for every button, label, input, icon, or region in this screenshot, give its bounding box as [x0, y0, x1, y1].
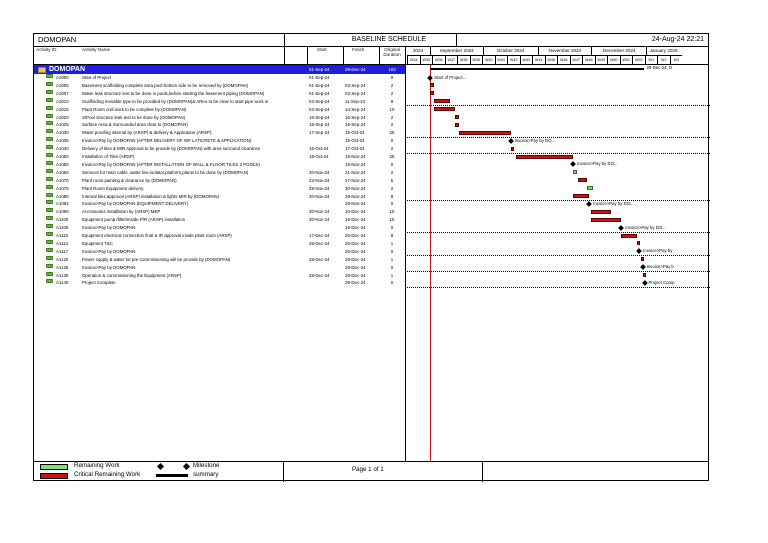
activity-start: 01-Sep-24 — [309, 90, 330, 96]
activity-finish: 16-Dec-24 — [345, 225, 366, 231]
activity-id: A1084 — [56, 201, 69, 207]
activity-id: A1040 — [56, 146, 69, 152]
milestone-marker[interactable] — [427, 75, 433, 81]
report-date: 24-Aug-24 22:21 — [651, 36, 704, 43]
task-icon — [46, 224, 53, 228]
month-header: January 2025 — [646, 47, 680, 55]
activity-row[interactable] — [34, 256, 405, 264]
group-separator — [405, 200, 710, 201]
week-header: W3 — [670, 55, 683, 64]
activity-name: Surface Area & Surrounded area clear to (DOMOPAN) — [82, 122, 188, 128]
activity-finish: 28-Dec-24 — [345, 264, 366, 270]
activity-finish: 27-Nov-24 — [345, 177, 366, 183]
activity-finish: 28-Dec-24 — [345, 256, 366, 262]
activity-row[interactable] — [34, 106, 405, 114]
week-header: W47 — [570, 55, 583, 64]
task-icon — [46, 208, 53, 212]
activity-id: A1060 — [56, 169, 69, 175]
activity-row[interactable] — [34, 264, 405, 272]
activity-id: A1055 — [56, 161, 69, 167]
activity-start: 17-Dec-24 — [309, 233, 330, 238]
activity-finish: 19-Nov-24 — [345, 161, 366, 167]
activity-row[interactable] — [34, 145, 405, 153]
week-header: W46 — [557, 55, 570, 64]
schedule-sheet — [33, 33, 709, 481]
activity-id: A1030 — [56, 130, 69, 136]
task-icon — [46, 114, 53, 118]
week-header: W42 — [507, 55, 520, 64]
activity-name: Plant Room Equipment delivery — [82, 185, 144, 191]
activity-bar[interactable] — [455, 123, 459, 127]
activity-name: Invoice>Pay by DOMOPAN — [82, 248, 136, 254]
activity-id: A1015 — [56, 106, 69, 112]
group-separator — [405, 271, 710, 272]
activity-row[interactable] — [34, 161, 405, 169]
activity-name: Equipment T&C — [82, 240, 113, 246]
project-title: DOMOPAN — [38, 35, 77, 44]
activity-name: Invoice>Pay by DOMOPAN — [82, 264, 136, 270]
month-header: 2024 — [405, 47, 430, 55]
month-header: December 2024 — [591, 47, 646, 55]
week-header: W40 — [482, 55, 495, 64]
wbs-duration: 103 — [388, 67, 396, 72]
activity-finish: 10-Dec-24 — [345, 209, 366, 215]
activity-finish: 21-Nov-24 — [345, 169, 366, 175]
activity-name: Scaffolding movable type to be provided by (DOMOPAN)& AReo to be clear to start pipe work in — [82, 98, 269, 104]
activity-start: 23-Nov-24 — [309, 177, 330, 183]
wbs-end-label: 29-Dec-24, D — [646, 65, 673, 70]
task-icon — [46, 169, 53, 173]
milestone-label: Invoice>Pay by — [643, 248, 673, 254]
activity-start: 01-Sep-24 — [309, 75, 330, 80]
milestone-marker[interactable] — [640, 264, 646, 270]
milestone-label: Invoice>Pay b — [646, 264, 674, 270]
week-header: W48 — [582, 55, 595, 64]
activity-finish: 02-Sep-24 — [345, 90, 366, 96]
activity-name: Project Complete — [82, 280, 116, 286]
activity-name: Installation of Tiles (ARSP) — [82, 154, 135, 159]
activity-name: Water proofing internal by (ARSP) & delivery & Application (ARSP) — [82, 130, 212, 136]
col-sep-2 — [343, 47, 344, 65]
milestone-label: Start of Project... — [434, 74, 467, 80]
activity-duration: 1 — [390, 256, 394, 262]
activity-duration: 2 — [390, 185, 394, 191]
activity-id: A1035 — [56, 138, 69, 144]
activity-duration: 0 — [390, 248, 394, 254]
month-header: October 2024 — [483, 47, 538, 55]
activity-id: A1000 — [56, 75, 69, 80]
milestone-marker[interactable] — [586, 201, 592, 207]
activity-id: A1110 — [56, 233, 69, 238]
activity-row[interactable] — [34, 193, 405, 201]
task-icon — [46, 216, 53, 220]
week-header: W43 — [520, 55, 533, 64]
activity-id: A1117 — [56, 248, 69, 254]
week-header: W39 — [470, 55, 483, 64]
activity-duration: 5 — [390, 177, 394, 183]
activity-row[interactable] — [34, 185, 405, 193]
task-icon — [46, 90, 53, 94]
activity-bar[interactable] — [573, 170, 577, 174]
week-header: W38 — [457, 55, 470, 64]
wbs-name: DOMOPAN — [49, 66, 86, 73]
task-icon — [46, 256, 53, 260]
data-date-line — [430, 65, 431, 461]
activity-bar[interactable] — [434, 107, 455, 111]
folder-icon — [38, 67, 46, 73]
activity-start: 30-Nov-24 — [309, 209, 330, 215]
activity-duration: 28 — [389, 154, 395, 159]
critical-work-label: Critical Remaining Work — [74, 471, 141, 478]
group-separator — [405, 232, 710, 233]
activity-bar[interactable] — [573, 194, 589, 198]
activity-row[interactable] — [34, 121, 405, 129]
activity-name: Plant room painting & clearance by (DOMOPAN) — [82, 177, 177, 183]
task-icon — [46, 129, 53, 133]
milestone-marker[interactable] — [642, 280, 648, 286]
col-sep-3 — [379, 47, 380, 65]
activity-row[interactable] — [34, 200, 405, 208]
milestone-label: Invoice>Pay by DO... — [593, 200, 634, 206]
activity-row[interactable] — [34, 98, 405, 106]
activity-row[interactable] — [34, 137, 405, 145]
task-icon — [46, 272, 53, 276]
activity-name: Plant Room civil work to be complete by (DOMOPAN) — [82, 106, 187, 112]
activity-finish: 28-Nov-24 — [345, 193, 366, 199]
week-header: W1 — [645, 55, 658, 64]
activity-duration: 2 — [390, 169, 394, 175]
activity-duration: 2 — [390, 90, 394, 96]
activity-name: Services for main cable ,water line,isolator,platform,plants to be done by (DOMOPAN) — [82, 169, 249, 175]
milestone-marker[interactable] — [636, 248, 642, 254]
footer-divider-2 — [482, 462, 483, 482]
activity-row[interactable] — [34, 90, 405, 98]
activity-finish: 30-Nov-24 — [345, 185, 366, 191]
schedule-title: BASELINE SCHEDULE — [351, 36, 427, 43]
legend-footer — [34, 461, 708, 481]
week-header: W36 — [432, 55, 445, 64]
week-header: W2 — [657, 55, 670, 64]
activity-name: Basement scaffolding complete area pool bottom side to be removed by (DOMOPAN) — [82, 82, 249, 88]
task-icon — [46, 121, 53, 125]
activity-finish: 16-Sep-24 — [345, 114, 366, 120]
activity-bar[interactable] — [591, 218, 621, 222]
week-header: W50 — [607, 55, 620, 64]
activity-row[interactable] — [34, 240, 405, 248]
col-duration[interactable]: Original Duration — [383, 47, 401, 58]
milestone-icon — [157, 463, 164, 470]
task-icon — [46, 240, 53, 244]
activity-bar[interactable] — [511, 147, 515, 151]
activity-finish: 17-Oct-24 — [345, 146, 365, 152]
activity-finish: 19-Nov-24 — [345, 154, 366, 159]
activity-row[interactable] — [34, 82, 405, 90]
activity-finish: 14-Sep-24 — [345, 106, 366, 112]
activity-row[interactable] — [34, 208, 405, 216]
activity-duration: 15 — [389, 217, 395, 223]
activity-finish: 26-Dec-24 — [345, 248, 366, 254]
activity-name: Start of Project — [82, 75, 112, 80]
activity-start: 15-Sep-24 — [309, 114, 330, 120]
milestone-marker[interactable] — [508, 138, 514, 144]
activity-start: 16-Oct-24 — [309, 146, 329, 152]
wbs-summary[interactable] — [34, 65, 405, 74]
group-separator — [405, 287, 710, 288]
task-icon — [46, 98, 53, 102]
activity-finish: 29-Dec-24 — [345, 280, 366, 286]
activity-name: Invoice>Pay by DOMOPAN (AFTER INSTALLATION OF WALL & FLOOR TILES 2 POOLS) — [82, 161, 260, 167]
task-icon — [46, 177, 53, 181]
activity-name: Accessories installation by (ARSP) MEP — [82, 209, 161, 215]
group-separator — [405, 255, 710, 256]
activity-id: A1125 — [56, 264, 69, 270]
activity-id: A1090 — [56, 209, 69, 215]
milestone-label: Milestone — [193, 462, 220, 469]
week-header: W37 — [445, 55, 458, 64]
activity-name: S/Pool structure leak test to be done by (DOMOPAN) — [82, 114, 186, 120]
activity-start: 03-Sep-24 — [309, 98, 330, 104]
activity-name: Water leak structure test to be done in pools,before starting the basement piping (DOMOPAN) — [82, 90, 265, 96]
activity-row[interactable] — [34, 114, 405, 122]
summary-label: summary — [193, 471, 219, 478]
activity-name: Invoice>Pay by DOMOPAN (AFTER DELIVERY OF WP LATICRETE & APPLICATION) — [82, 138, 252, 144]
task-icon — [46, 279, 53, 283]
activity-bar[interactable] — [430, 83, 434, 87]
milestone-label: Project Comp — [648, 279, 675, 285]
activity-id: A1025 — [56, 122, 69, 128]
activity-duration: 0 — [390, 264, 394, 270]
wbs-summary-bar — [430, 68, 644, 70]
month-header: September 2024 — [430, 47, 483, 55]
activity-start: 20-Nov-24 — [309, 193, 330, 199]
activity-duration: 8 — [390, 193, 394, 199]
activity-start: 28-Nov-24 — [309, 185, 330, 191]
activity-duration: 1 — [390, 240, 394, 246]
activity-finish: 25-Dec-24 — [345, 233, 366, 238]
task-icon — [46, 200, 53, 204]
header-divider-v2 — [456, 34, 457, 47]
activity-id: A1070 — [56, 177, 69, 183]
activity-id: A1080 — [56, 193, 69, 199]
activity-start: 03-Sep-24 — [309, 106, 330, 112]
col-activity-name[interactable]: Activity Name — [82, 47, 111, 52]
milestone-icon-2 — [183, 463, 190, 470]
milestone-label: Invoice>Pay by DO... — [625, 224, 666, 230]
activity-finish: 15-Oct-24 — [345, 138, 365, 144]
activity-id: A1120 — [56, 256, 69, 262]
activity-duration: 2 — [390, 146, 394, 152]
page-number: Page 1 of 1 — [352, 466, 384, 473]
col-activity-id[interactable]: Activity ID — [36, 47, 57, 52]
week-header: W51 — [620, 55, 633, 64]
activity-row[interactable] — [34, 232, 405, 240]
activity-start: 29-Dec-24 — [309, 272, 330, 278]
activity-row[interactable] — [34, 177, 405, 185]
activity-bar[interactable] — [637, 241, 640, 245]
remaining-work-swatch — [40, 464, 68, 470]
group-separator — [405, 137, 710, 138]
col-sep-1 — [307, 47, 308, 65]
milestone-marker[interactable] — [570, 162, 576, 168]
task-icon — [46, 232, 53, 236]
activity-row[interactable] — [34, 248, 405, 256]
activity-name: Internal tiles approval (ARSP) installation & lights MIR by (DOMOPAN) — [82, 193, 220, 199]
activity-duration: 2 — [390, 122, 394, 128]
footer-divider-1 — [283, 462, 284, 482]
milestone-label: Invoice>Pay by DO... — [514, 137, 556, 143]
activity-id: A1050 — [56, 154, 69, 159]
activity-id: A1007 — [56, 90, 69, 96]
col-start[interactable]: Start — [317, 47, 327, 52]
activity-bar[interactable] — [643, 273, 646, 277]
activity-finish: 26-Dec-24 — [345, 240, 366, 246]
activity-duration: 10 — [389, 106, 395, 112]
activity-start: 19-Oct-24 — [309, 154, 329, 159]
activity-bar[interactable] — [430, 91, 434, 95]
activity-bar[interactable] — [434, 99, 450, 103]
activity-bar[interactable] — [621, 234, 637, 238]
activity-duration: 2 — [390, 114, 394, 120]
activity-row[interactable] — [34, 279, 405, 287]
activity-bar[interactable] — [516, 155, 573, 159]
task-icon — [46, 248, 53, 252]
activity-bar[interactable] — [578, 178, 587, 182]
activity-bar[interactable] — [455, 115, 459, 119]
summary-bar-icon — [156, 474, 188, 477]
activity-bar[interactable] — [587, 186, 592, 190]
activity-duration: 10 — [389, 209, 395, 215]
remaining-work-label: Remaining Work — [74, 462, 120, 469]
week-header: W35 — [420, 55, 433, 64]
task-icon — [46, 82, 53, 86]
activity-row[interactable] — [34, 169, 405, 177]
activity-row[interactable] — [34, 224, 405, 232]
activity-name: Operation & commissioning the Equipment (ARSP) — [82, 272, 182, 278]
activity-id: A1130 — [56, 272, 69, 278]
gantt-chart — [405, 65, 710, 461]
activity-duration: 8 — [390, 98, 394, 104]
task-icon — [46, 153, 53, 157]
activity-name: Equipment pump /filter/inside P/R (ARSP) installation — [82, 217, 186, 223]
week-header: W44 — [532, 55, 545, 64]
activity-id: A1076 — [56, 185, 69, 191]
header-divider-v1 — [284, 34, 285, 65]
task-icon — [46, 185, 53, 189]
activity-row[interactable] — [34, 216, 405, 224]
activity-duration: 0 — [390, 280, 394, 286]
task-icon — [46, 193, 53, 197]
task-icon — [46, 74, 53, 78]
task-icon — [46, 137, 53, 141]
activity-bar[interactable] — [459, 131, 511, 135]
activity-row[interactable] — [34, 153, 405, 161]
activity-duration: 0 — [390, 75, 394, 80]
activity-start: 20-Nov-24 — [309, 169, 330, 175]
activity-id: A1010 — [56, 98, 69, 104]
activity-id: A1020 — [56, 114, 69, 120]
activity-start: 15-Sep-24 — [309, 122, 330, 128]
activity-duration: 1 — [390, 272, 394, 278]
activity-name: Invoice>Pay by DOMOPAN — [82, 225, 136, 231]
activity-id: A1105 — [56, 225, 69, 231]
week-header: W45 — [545, 55, 558, 64]
activity-bar[interactable] — [641, 257, 644, 261]
activity-id: A1140 — [56, 280, 69, 286]
milestone-label: Invoice>Pay by DO... — [577, 161, 618, 167]
activity-row[interactable] — [34, 272, 405, 280]
activity-finish: 15-Oct-24 — [345, 130, 365, 136]
activity-id: A1114 — [56, 240, 69, 246]
activity-duration: 0 — [390, 161, 394, 167]
wbs-start: 01-Sep-24 — [309, 67, 330, 72]
activity-row[interactable] — [34, 74, 405, 82]
activity-bar[interactable] — [591, 210, 611, 214]
activity-finish: 02-Sep-24 — [345, 82, 366, 88]
activity-duration: 0 — [390, 225, 394, 231]
week-header: W34 — [407, 55, 420, 64]
activity-finish: 16-Dec-24 — [345, 217, 366, 223]
week-header: W52 — [632, 55, 645, 64]
week-header: W49 — [595, 55, 608, 64]
activity-row[interactable] — [34, 129, 405, 137]
activity-id: A1005 — [56, 82, 69, 88]
activity-duration: 8 — [390, 233, 394, 238]
activity-start: 17-Sep-24 — [309, 130, 330, 136]
activity-name: Power supply & water for pre-commissioning will be provide by (DOMOPAN) — [82, 256, 231, 262]
activity-name: Invoice>Pay by DOMOPAN (EQUIPMENT DELIVERY) — [82, 201, 189, 207]
week-header: W41 — [495, 55, 508, 64]
activity-duration: 2 — [390, 82, 394, 88]
task-icon — [46, 161, 53, 165]
col-finish[interactable]: Finish — [352, 47, 365, 52]
activity-name: Equipment electrical connection final & IR approval inside plant room (ARSP) — [82, 233, 232, 238]
task-icon — [46, 264, 53, 268]
critical-work-swatch — [40, 473, 68, 479]
activity-finish: 11-Sep-24 — [345, 98, 366, 104]
milestone-marker[interactable] — [618, 225, 624, 231]
activity-id: A1100 — [56, 217, 69, 223]
activity-duration: 0 — [390, 201, 394, 207]
activity-finish: 29-Dec-24 — [345, 272, 366, 278]
activity-start: 26-Dec-24 — [309, 240, 330, 246]
activity-start: 28-Dec-24 — [309, 256, 330, 262]
activity-start: 01-Sep-24 — [309, 82, 330, 88]
task-icon — [46, 145, 53, 149]
activity-start: 30-Nov-24 — [309, 217, 330, 223]
activity-duration: 25 — [389, 130, 395, 136]
month-header: November 2024 — [538, 47, 592, 55]
activity-finish: 16-Sep-24 — [345, 122, 366, 128]
wbs-finish: 29-Dec-24 — [345, 67, 366, 72]
task-icon — [46, 106, 53, 110]
activity-name: Delivery of tiles & MIR Approval to be provide by (DOMOPAN) with area surround clearance — [82, 146, 261, 152]
activity-duration: 0 — [390, 138, 394, 144]
activity-finish: 28-Nov-24 — [345, 201, 366, 207]
